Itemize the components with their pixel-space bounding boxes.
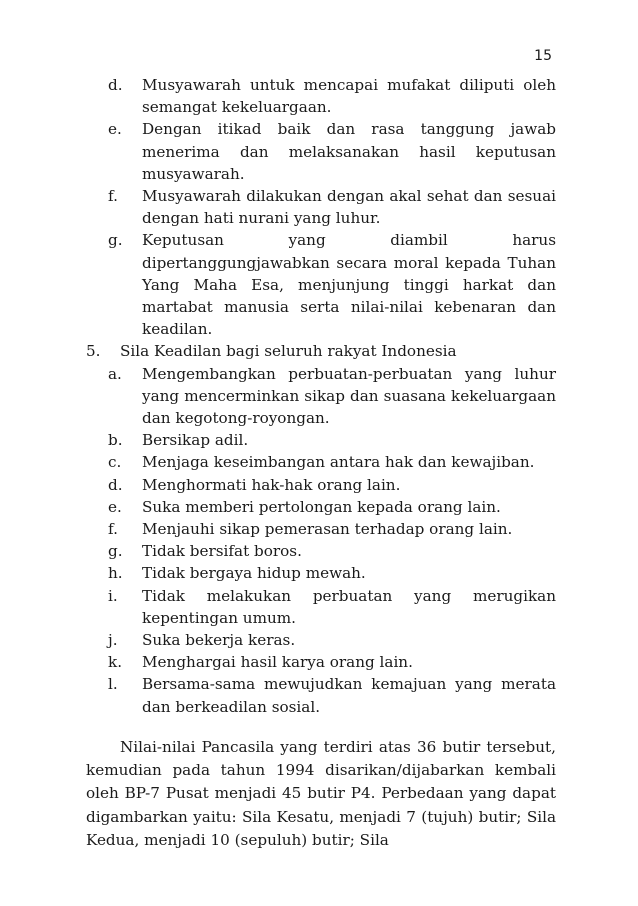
list-item: [86, 451, 556, 473]
section-title: Sila Keadilan bagi seluruh rakyat Indonesia: [120, 342, 457, 361]
list-item: [86, 629, 556, 651]
page-content: [86, 74, 556, 852]
list-item-text: Tidak melakukan perbuatan yang merugikan kepentingan umum.: [142, 586, 556, 627]
list-item: [86, 185, 556, 229]
body-paragraph: Nilai-nilai Pancasila yang terdiri atas 36 butir tersebut, kemudian pada tahun 1994 disarikan/dijabarkan kembali oleh BP-7 Pusat menjadi 45 butir P4. Perbedaan yang dapat digambarkan yaitu: Sila Kesatu, menjadi 7 (tujuh) butir; Sila Kedua, menjadi 10 (sepuluh) butir; Sila: [86, 737, 556, 849]
list-marker: f.: [108, 187, 118, 206]
list-marker: b.: [108, 431, 123, 450]
list-marker: h.: [108, 564, 123, 583]
list-item-text: Menjauhi sikap pemerasan terhadap orang lain.: [142, 520, 513, 539]
list-item-text: Menghormati hak-hak orang lain.: [142, 475, 401, 494]
list-item-text: Musyawarah dilakukan dengan akal sehat dan sesuai dengan hati nurani yang luhur.: [142, 187, 556, 228]
list-marker: e.: [108, 120, 122, 139]
section-number: 5.: [86, 342, 101, 361]
list-item-text: Keputusan yang diambil harus dipertanggungjawabkan secara moral kepada Tuhan Yang Maha Esa, menjunjung tinggi harkat dan martabat manusia serta nilai-nilai kebenaran dan keadilan.: [142, 231, 556, 339]
list-item: [86, 429, 556, 451]
list-marker: e.: [108, 497, 122, 516]
list-item-text: Musyawarah untuk mencapai mufakat diliputi oleh semangat kekeluargaan.: [142, 76, 556, 117]
list-item-text: Dengan itikad baik dan rasa tanggung jawab menerima dan melaksanakan hasil keputusan musyawarah.: [142, 120, 556, 183]
list-item-text: Menjaga keseimbangan antara hak dan kewajiban.: [142, 453, 535, 472]
list-marker: k.: [108, 653, 123, 672]
list-marker: l.: [108, 675, 118, 694]
list-item: [86, 651, 556, 673]
list-marker: i.: [108, 586, 118, 605]
list-item-text: Mengembangkan perbuatan-perbuatan yang luhur yang mencerminkan sikap dan suasana kekeluargaan dan kegotong-royongan.: [142, 364, 556, 428]
list-marker: f.: [108, 520, 118, 539]
section-heading: [86, 340, 556, 362]
list-marker: c.: [108, 453, 122, 472]
list-item: [86, 518, 556, 540]
list-item: [86, 540, 556, 562]
list-marker: g.: [108, 542, 123, 561]
list-item-text: Tidak bergaya hidup mewah.: [142, 564, 366, 583]
list-item-text: Bersikap adil.: [142, 431, 249, 450]
list-marker: d.: [108, 475, 123, 494]
list-marker: d.: [108, 76, 123, 94]
list-marker: a.: [108, 364, 122, 383]
list-item-text: Suka memberi pertolongan kepada orang lain.: [142, 497, 501, 516]
list-item: [86, 118, 556, 185]
list-item-text: Menghargai hasil karya orang lain.: [142, 653, 413, 672]
list-item: [86, 562, 556, 584]
list-marker: g.: [108, 231, 123, 250]
list-item-text: Suka bekerja keras.: [142, 631, 296, 650]
list-item: [86, 496, 556, 518]
list-item: [86, 585, 556, 629]
page-number: 15: [534, 48, 552, 64]
list-marker: j.: [108, 631, 118, 650]
list-item-text: Tidak bersifat boros.: [142, 542, 302, 561]
list-item: [86, 474, 556, 496]
list-item: [86, 229, 556, 340]
list-item: [86, 363, 556, 430]
list-item-text: Bersama-sama mewujudkan kemajuan yang merata dan berkeadilan sosial.: [142, 675, 556, 716]
list-item: [86, 74, 556, 118]
list-item: [86, 673, 556, 717]
